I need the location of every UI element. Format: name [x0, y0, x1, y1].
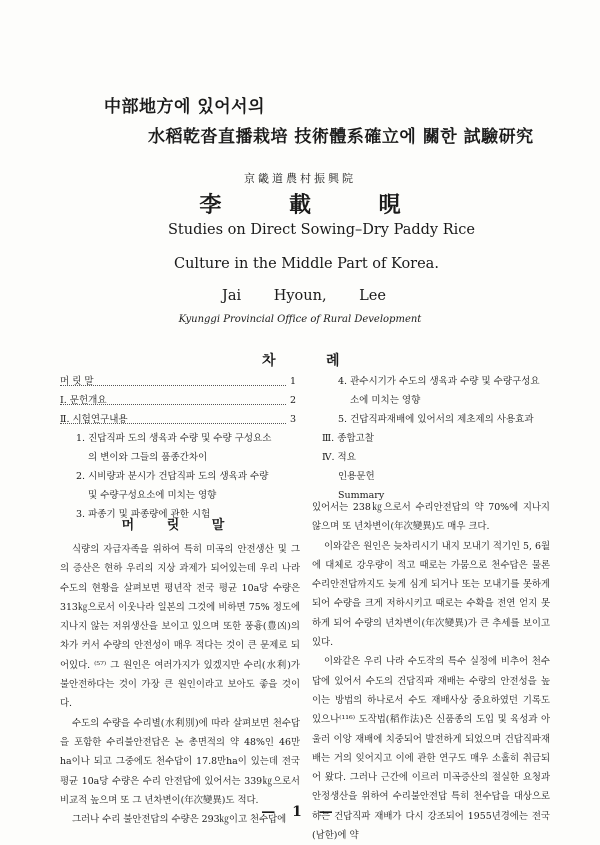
toc-entry: [322, 429, 552, 448]
body-paragraph: 수도의 수량을 수리별(水利別)에 따라 살펴보면 천수답을 포함한 수리불안전답은 논 총면적의 약 48%인 46만 ha이나 되고 그중에도 천수답이 17.8만ha이 있는데 전국 평균 10a당 수량은 수리 안전답에 있어서는 339㎏으로서 비교적 높으며 또 그 년차변이(年次變異)도 적다.: [60, 717, 300, 806]
toc-entry: [322, 448, 552, 467]
toc-entry-label: 2. 시비량과 분시가 건답직파 도의 생육과 수량: [76, 471, 271, 482]
title-line2: 水稻乾沓直播栽培 技術體系確立에 關한 試驗研究: [148, 127, 534, 147]
body-paragraph: 이와같은 우리 나라 수도작의 특수 실정에 비추어 천수답에 있어서 수도의 건답직파 재배는 수량의 안전성을 높이는 방법의 하나로서 수도 재배사상 중요하였던 기록도 있으나⁽¹¹⁶⁾ 도작법(稻作法)은 신품종의 도입 및 육성과 아울러 이앙 재배에 치중되어 발전하게 되었으며 건답직파재배는 거의 잊어지고 이에 관한 연구도 매우 소홀히 취급되어 왔다. 그러나 근간에 이르러 미곡증산의 절실한 요청과 안정생산을 위하여 수리불안전답 특히 천수답을 대상으로하는 건답직파 재배가 다시 강조되어 1955년경에는 전국(남한)에 약: [312, 656, 550, 842]
toc-entry: [60, 391, 296, 410]
toc-entry-label: Ⅱ. 시험연구내용: [60, 414, 131, 425]
toc-entry-label: 5. 건답직파재배에 있어서의 제초제의 사용효과: [338, 414, 534, 425]
english-title-line1: Studies on Direct Sowing–Dry Paddy Rice: [168, 222, 475, 238]
toc-entry: [60, 448, 296, 467]
toc-leader-dots: [60, 404, 286, 405]
toc-entry: [322, 467, 552, 486]
author-ko: 李 載 晛: [199, 192, 431, 218]
body-paragraph: 이와같은 원인은 늦차리시기 내지 모내기 적기인 5, 6월에 대체로 강우량이 적고 때로는 가뭄으로 천수답은 물론 수리안전답까지도 늦게 심게 되거나 또는 모내기를 못하게 되어 수량을 크게 저하시키고 때로는 수확을 전연 얻지 못하게 되어 수량의 년차변이(年次變異)가 큰 추세를 보이고 있다.: [312, 540, 550, 649]
body-left-column: [60, 540, 300, 829]
title-line1: 中部地方에 있어서의: [104, 97, 266, 117]
toc-entry-label: 머 릿 말: [60, 376, 97, 387]
toc-entry: [322, 391, 552, 410]
toc-entry-label: Summary: [338, 490, 385, 501]
toc-right-column: [322, 372, 552, 505]
body-paragraph: 있어서는 238㎏으로서 수리안전답의 약 70%에 지나지 않으며 또 년차변이(年次變異)도 매우 크다.: [312, 502, 550, 533]
toc-entry: [60, 486, 296, 505]
english-affiliation: Kyunggi Provincial Office of Rural Development: [178, 314, 422, 325]
toc-entry-label: 의 변이와 그들의 품종간차이: [88, 452, 210, 463]
page-number: — 1 —: [261, 804, 339, 820]
toc-heading-b: 례: [326, 353, 340, 369]
toc-leader-dots: [60, 385, 286, 386]
toc-entry-label: 4. 관수시기가 수도의 생육과 수량 및 수량구성요: [338, 376, 540, 387]
toc-entry-label: Ⅲ. 종합고찰: [322, 433, 374, 444]
body-right-column: [312, 498, 550, 845]
toc-entry-label: Ⅳ. 적요: [322, 452, 356, 463]
toc-heading-a: 차: [262, 353, 276, 369]
toc-entry-page: 1: [287, 372, 296, 391]
toc-entry-label: 소에 미치는 영향: [350, 395, 421, 406]
toc-entry-label: Ⅰ. 문헌개요: [60, 395, 110, 406]
english-author: Jai Hyoun, Lee: [222, 288, 386, 304]
toc-entry: [60, 372, 296, 391]
toc-entry-label: 및 수량구성요소에 미치는 영향: [88, 490, 219, 501]
body-paragraph: 그러나 수리 불안전답의 수량은 293㎏이고 천수답에: [72, 814, 287, 826]
toc-entry: [322, 410, 552, 429]
section-heading: 머 릿 말: [121, 518, 239, 533]
toc-entry-page: 2: [287, 391, 296, 410]
english-title-line2: Culture in the Middle Part of Korea.: [174, 256, 439, 272]
toc-entry-page: 3: [287, 410, 296, 429]
toc-entry-label: 1. 진답직파 도의 생육과 수량 및 수량 구성요소: [76, 433, 274, 444]
toc-entry: [60, 467, 296, 486]
toc-left-column: [60, 372, 296, 524]
toc-entry-label: 3. 파종기 및 파종량에 관한 시험: [76, 509, 213, 520]
toc-entry: [322, 372, 552, 391]
toc-leader-dots: [60, 423, 286, 424]
affiliation-ko: 京畿道農村振興院: [244, 172, 356, 185]
toc-entry: [60, 410, 296, 429]
toc-entry-label: 인용문헌: [338, 471, 375, 482]
toc-entry: [60, 429, 296, 448]
body-paragraph: 식량의 자급자족을 위하여 특히 미곡의 안전생산 및 그의 증산은 현하 우리의 지상 과제가 되어있는데 우리 나라 수도의 현황을 살펴보면 평년작 전국 평균 10a당 수량은 313㎏으로서 이웃나라 일본의 그것에 비하면 75% 정도에 지나지 않는 저위생산을 보이고 있으며 또한 풍흉(豊凶)의 차가 커서 수량의 안전성이 매우 적다는 것이 큰 문제로 되어있다. ⁽⁵⁷⁾ 그 원인은 여러가지가 있겠지만 수리(水利)가 불안전하다는 것이 가장 큰 원인이라고 보아도 좋을 것이다.: [60, 544, 300, 710]
